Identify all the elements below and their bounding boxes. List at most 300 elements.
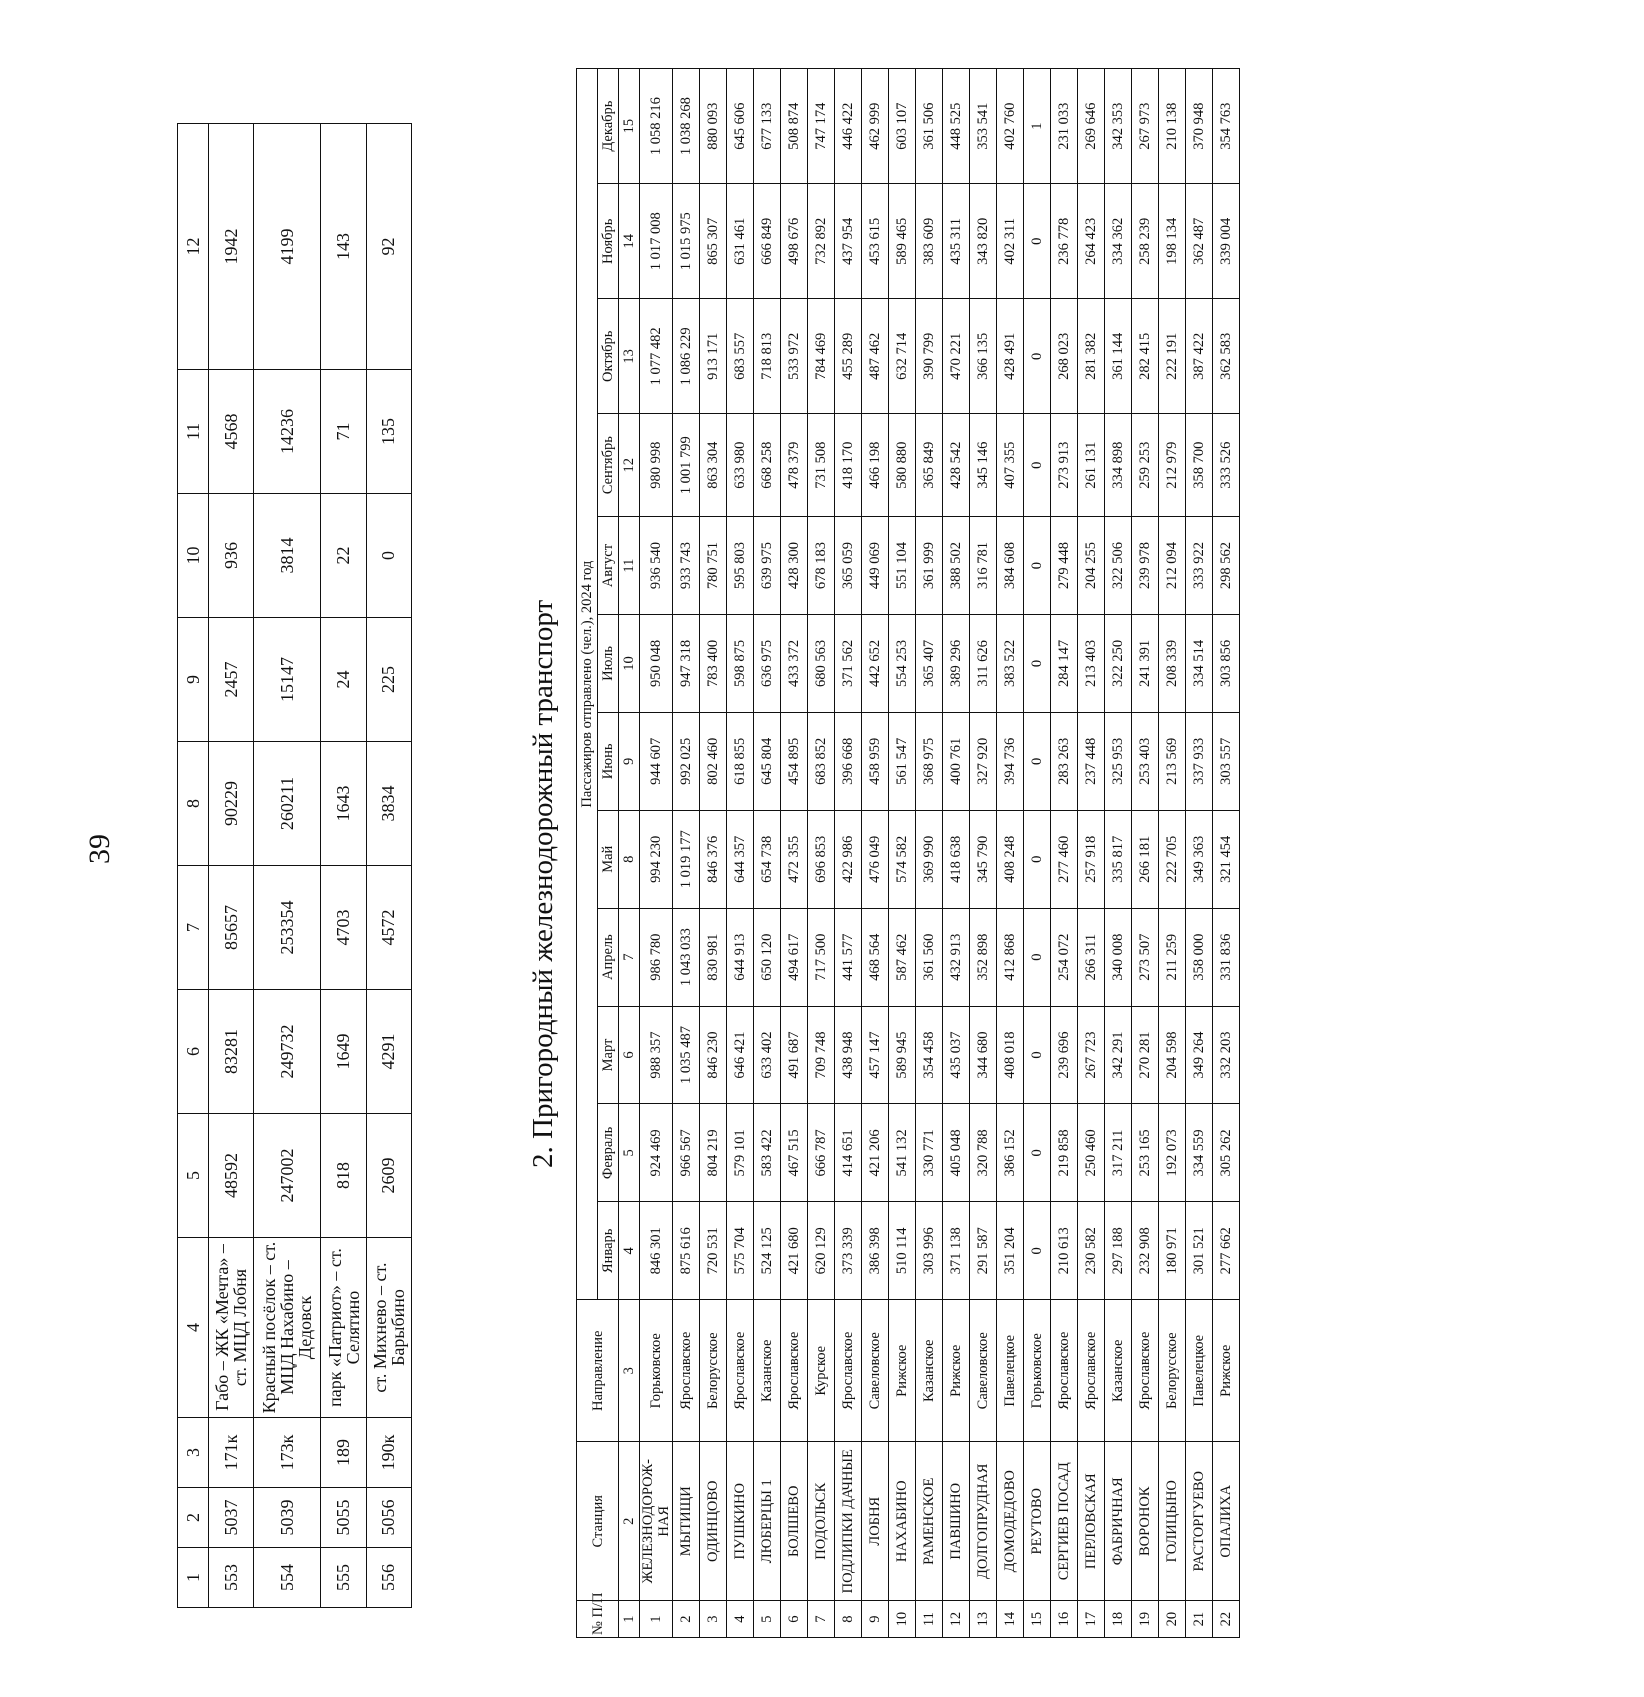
month-value-cell: 454 895 — [781, 712, 808, 810]
month-value-cell: 435 311 — [943, 184, 970, 299]
row-number-cell: 12 — [943, 1601, 970, 1638]
row-number-cell: 2 — [673, 1601, 700, 1638]
month-value-cell: 402 760 — [997, 69, 1024, 184]
month-value-cell: 598 875 — [727, 615, 754, 713]
month-value-cell: 353 541 — [970, 69, 997, 184]
month-value-cell: 366 135 — [970, 299, 997, 414]
header-station: Станция — [577, 1442, 619, 1601]
row-number-cell: 15 — [1024, 1601, 1051, 1638]
month-value-cell: 305 262 — [1213, 1104, 1240, 1202]
station-cell: ОПАЛИХА — [1213, 1442, 1240, 1601]
month-value-cell: 924 469 — [640, 1104, 673, 1202]
month-value-cell: 407 355 — [997, 414, 1024, 517]
month-value-cell: 457 147 — [862, 1006, 889, 1104]
month-value-cell: 950 048 — [640, 615, 673, 713]
month-value-cell: 219 858 — [1051, 1104, 1078, 1202]
month-value-cell: 580 880 — [889, 414, 916, 517]
month-value-cell: 368 975 — [916, 712, 943, 810]
month-value-cell: 198 134 — [1159, 184, 1186, 299]
month-value-cell: 373 339 — [835, 1202, 862, 1300]
table-row — [889, 69, 916, 1638]
month-value-cell: 446 422 — [835, 69, 862, 184]
month-value-cell: 494 617 — [781, 908, 808, 1006]
row-number-cell: 5 — [754, 1601, 781, 1638]
month-value-cell: 0 — [1024, 414, 1051, 517]
month-value-cell: 422 986 — [835, 810, 862, 908]
month-value-cell: 1 019 177 — [673, 810, 700, 908]
direction-cell: Казанское — [754, 1300, 781, 1442]
direction-cell: Курское — [808, 1300, 835, 1442]
month-value-cell: 455 289 — [835, 299, 862, 414]
month-value-cell: 717 500 — [808, 908, 835, 1006]
table-cell: 554 — [254, 1548, 321, 1608]
month-value-cell: 267 723 — [1078, 1006, 1105, 1104]
page-number: 39 — [83, 834, 116, 864]
table-cell: 4568 — [209, 370, 254, 494]
month-value-cell: 330 771 — [916, 1104, 943, 1202]
column-number-cell: 1 — [178, 1548, 209, 1608]
column-number-cell: 7 — [178, 866, 209, 990]
month-value-cell: 595 803 — [727, 517, 754, 615]
month-value-cell: 327 920 — [970, 712, 997, 810]
month-value-cell: 579 101 — [727, 1104, 754, 1202]
month-value-cell: 236 778 — [1051, 184, 1078, 299]
table-row — [754, 69, 781, 1638]
month-value-cell: 846 301 — [640, 1202, 673, 1300]
month-value-cell: 212 094 — [1159, 517, 1186, 615]
column-number-cell: 7 — [619, 908, 640, 1006]
month-value-cell: 362 583 — [1213, 299, 1240, 414]
month-value-cell: 253 403 — [1132, 712, 1159, 810]
direction-cell: Ярославское — [1132, 1300, 1159, 1442]
month-header: Июль — [598, 615, 619, 713]
month-value-cell: 266 311 — [1078, 908, 1105, 1006]
station-cell: МЫТИЩИ — [673, 1442, 700, 1601]
row-number-cell: 9 — [862, 1601, 889, 1638]
direction-cell: Белорусское — [1159, 1300, 1186, 1442]
table-cell: 4199 — [254, 124, 321, 370]
station-cell: ПОДЛИПКИ ДАЧНЫЕ — [835, 1442, 862, 1601]
month-value-cell: 433 372 — [781, 615, 808, 713]
month-value-cell: 575 704 — [727, 1202, 754, 1300]
month-value-cell: 408 018 — [997, 1006, 1024, 1104]
month-value-cell: 365 059 — [835, 517, 862, 615]
month-value-cell: 462 999 — [862, 69, 889, 184]
station-cell: ПАВШИНО — [943, 1442, 970, 1601]
month-value-cell: 311 626 — [970, 615, 997, 713]
month-value-cell: 0 — [1024, 517, 1051, 615]
month-value-cell: 298 562 — [1213, 517, 1240, 615]
month-value-cell: 639 975 — [754, 517, 781, 615]
table-row — [862, 69, 889, 1638]
station-cell: ЛЮБЕРЦЫ 1 — [754, 1442, 781, 1601]
month-value-cell: 371 562 — [835, 615, 862, 713]
month-value-cell: 1 043 033 — [673, 908, 700, 1006]
month-value-cell: 258 239 — [1132, 184, 1159, 299]
table-row — [1186, 69, 1213, 1638]
month-value-cell: 645 606 — [727, 69, 754, 184]
table-cell: 14236 — [254, 370, 321, 494]
month-value-cell: 1 058 216 — [640, 69, 673, 184]
month-value-cell: 980 998 — [640, 414, 673, 517]
month-value-cell: 1 — [1024, 69, 1051, 184]
table-row — [727, 69, 754, 1638]
table-cell: 5037 — [209, 1488, 254, 1548]
month-value-cell: 802 460 — [700, 712, 727, 810]
row-number-cell: 14 — [997, 1601, 1024, 1638]
month-header: Август — [598, 517, 619, 615]
table-row — [209, 124, 254, 1608]
month-value-cell: 334 559 — [1186, 1104, 1213, 1202]
table-cell: 90229 — [209, 742, 254, 866]
month-value-cell: 349 363 — [1186, 810, 1213, 908]
direction-cell: Павелецкое — [1186, 1300, 1213, 1442]
month-value-cell: 283 263 — [1051, 712, 1078, 810]
column-number-cell: 5 — [619, 1104, 640, 1202]
table-cell: 553 — [209, 1548, 254, 1608]
column-number-cell: 4 — [178, 1238, 209, 1418]
row-number-cell: 22 — [1213, 1601, 1240, 1638]
month-value-cell: 718 813 — [754, 299, 781, 414]
table-row — [700, 69, 727, 1638]
row-number-cell: 4 — [727, 1601, 754, 1638]
month-value-cell: 239 978 — [1132, 517, 1159, 615]
month-value-cell: 345 146 — [970, 414, 997, 517]
month-value-cell: 732 892 — [808, 184, 835, 299]
row-number-cell: 11 — [916, 1601, 943, 1638]
station-cell: ДОЛГОПРУДНАЯ — [970, 1442, 997, 1601]
month-value-cell: 668 258 — [754, 414, 781, 517]
month-value-cell: 992 025 — [673, 712, 700, 810]
month-value-cell: 362 487 — [1186, 184, 1213, 299]
month-value-cell: 210 138 — [1159, 69, 1186, 184]
month-value-cell: 731 508 — [808, 414, 835, 517]
station-cell: ФАБРИЧНАЯ — [1105, 1442, 1132, 1601]
month-value-cell: 644 913 — [727, 908, 754, 1006]
month-value-cell: 1 035 487 — [673, 1006, 700, 1104]
month-value-cell: 301 521 — [1186, 1202, 1213, 1300]
column-number-cell: 14 — [619, 184, 640, 299]
month-header: Сентябрь — [598, 414, 619, 517]
month-value-cell: 321 454 — [1213, 810, 1240, 908]
month-value-cell: 0 — [1024, 810, 1051, 908]
month-value-cell: 435 037 — [943, 1006, 970, 1104]
month-value-cell: 317 211 — [1105, 1104, 1132, 1202]
month-value-cell: 237 448 — [1078, 712, 1105, 810]
month-value-cell: 865 307 — [700, 184, 727, 299]
row-number-cell: 20 — [1159, 1601, 1186, 1638]
column-number-cell: 11 — [178, 370, 209, 494]
column-number-cell: 3 — [178, 1418, 209, 1488]
column-number-cell: 15 — [619, 69, 640, 184]
month-value-cell: 230 582 — [1078, 1202, 1105, 1300]
direction-cell: Казанское — [916, 1300, 943, 1442]
month-value-cell: 966 567 — [673, 1104, 700, 1202]
month-value-cell: 361 144 — [1105, 299, 1132, 414]
direction-cell: Казанское — [1105, 1300, 1132, 1442]
table-cell: 190к — [366, 1418, 411, 1488]
column-number-cell: 1 — [619, 1601, 640, 1638]
column-number-cell: 9 — [178, 618, 209, 742]
month-value-cell: 402 311 — [997, 184, 1024, 299]
month-value-cell: 994 230 — [640, 810, 673, 908]
row-number-cell: 16 — [1051, 1601, 1078, 1638]
table-row — [1105, 69, 1132, 1638]
route-name-cell: Красный посёлок – ст. МЦД Нахабино – Дедовск — [254, 1238, 321, 1418]
month-value-cell: 0 — [1024, 712, 1051, 810]
month-value-cell: 180 971 — [1159, 1202, 1186, 1300]
column-number-cell: 9 — [619, 712, 640, 810]
bus-routes-table — [177, 123, 412, 1608]
table-cell: 1942 — [209, 124, 254, 370]
month-value-cell: 297 188 — [1105, 1202, 1132, 1300]
table-header-row — [178, 124, 209, 1608]
column-numbers-row — [619, 69, 640, 1638]
month-value-cell: 541 132 — [889, 1104, 916, 1202]
month-value-cell: 358 000 — [1186, 908, 1213, 1006]
table-row — [943, 69, 970, 1638]
table-row — [916, 69, 943, 1638]
month-value-cell: 747 174 — [808, 69, 835, 184]
month-value-cell: 320 788 — [970, 1104, 997, 1202]
month-value-cell: 428 491 — [997, 299, 1024, 414]
direction-cell: Горьковское — [640, 1300, 673, 1442]
month-value-cell: 418 170 — [835, 414, 862, 517]
bus-routes-table-wrapper — [177, 124, 412, 1608]
row-number-cell: 8 — [835, 1601, 862, 1638]
month-value-cell: 0 — [1024, 184, 1051, 299]
table-cell: 135 — [366, 370, 411, 494]
table-cell: 253354 — [254, 866, 321, 990]
month-value-cell: 358 700 — [1186, 414, 1213, 517]
month-value-cell: 264 423 — [1078, 184, 1105, 299]
column-number-cell: 10 — [619, 615, 640, 713]
month-value-cell: 337 933 — [1186, 712, 1213, 810]
month-value-cell: 696 853 — [808, 810, 835, 908]
month-value-cell: 365 407 — [916, 615, 943, 713]
month-value-cell: 846 376 — [700, 810, 727, 908]
table-cell: 260211 — [254, 742, 321, 866]
table-cell: 247002 — [254, 1114, 321, 1238]
column-number-cell: 5 — [178, 1114, 209, 1238]
table-row — [254, 124, 321, 1608]
station-cell: СЕРГИЕВ ПОСАД — [1051, 1442, 1078, 1601]
month-value-cell: 213 569 — [1159, 712, 1186, 810]
table-cell: 556 — [366, 1548, 411, 1608]
row-number-cell: 6 — [781, 1601, 808, 1638]
month-value-cell: 636 975 — [754, 615, 781, 713]
month-header: Апрель — [598, 908, 619, 1006]
month-value-cell: 947 318 — [673, 615, 700, 713]
month-value-cell: 394 736 — [997, 712, 1024, 810]
station-cell: ДОМОДЕДОВО — [997, 1442, 1024, 1601]
column-number-cell: 12 — [178, 124, 209, 370]
column-number-cell: 13 — [619, 299, 640, 414]
month-value-cell: 589 465 — [889, 184, 916, 299]
month-value-cell: 284 147 — [1051, 615, 1078, 713]
month-value-cell: 631 461 — [727, 184, 754, 299]
month-header: Ноябрь — [598, 184, 619, 299]
month-value-cell: 361 560 — [916, 908, 943, 1006]
month-value-cell: 437 954 — [835, 184, 862, 299]
station-cell: ПУШКИНО — [727, 1442, 754, 1601]
direction-cell: Павелецкое — [997, 1300, 1024, 1442]
station-cell: РЕУТОВО — [1024, 1442, 1051, 1601]
month-value-cell: 428 300 — [781, 517, 808, 615]
header-direction: Направление — [577, 1300, 619, 1442]
month-value-cell: 303 856 — [1213, 615, 1240, 713]
direction-cell: Горьковское — [1024, 1300, 1051, 1442]
month-value-cell: 780 751 — [700, 517, 727, 615]
month-value-cell: 646 421 — [727, 1006, 754, 1104]
table-row — [1051, 69, 1078, 1638]
month-value-cell: 944 607 — [640, 712, 673, 810]
month-value-cell: 0 — [1024, 908, 1051, 1006]
route-name-cell: ст. Михнево – ст. Барыбино — [366, 1238, 411, 1418]
month-value-cell: 349 264 — [1186, 1006, 1213, 1104]
month-value-cell: 204 255 — [1078, 517, 1105, 615]
month-header: Январь — [598, 1202, 619, 1300]
month-value-cell: 210 613 — [1051, 1202, 1078, 1300]
month-value-cell: 412 868 — [997, 908, 1024, 1006]
rail-passengers-table — [576, 68, 1240, 1638]
month-value-cell: 345 790 — [970, 810, 997, 908]
table-row — [997, 69, 1024, 1638]
month-value-cell: 303 996 — [916, 1202, 943, 1300]
month-value-cell: 386 398 — [862, 1202, 889, 1300]
column-number-cell: 6 — [619, 1006, 640, 1104]
month-value-cell: 678 183 — [808, 517, 835, 615]
month-value-cell: 666 849 — [754, 184, 781, 299]
column-number-cell: 3 — [619, 1300, 640, 1442]
month-value-cell: 470 221 — [943, 299, 970, 414]
month-value-cell: 472 355 — [781, 810, 808, 908]
table-cell: 5039 — [254, 1488, 321, 1548]
month-value-cell: 666 787 — [808, 1104, 835, 1202]
month-value-cell: 863 304 — [700, 414, 727, 517]
month-value-cell: 333 922 — [1186, 517, 1213, 615]
station-cell: БОЛШЕВО — [781, 1442, 808, 1601]
month-value-cell: 491 687 — [781, 1006, 808, 1104]
month-value-cell: 650 120 — [754, 908, 781, 1006]
table-cell: 225 — [366, 618, 411, 742]
month-value-cell: 222 705 — [1159, 810, 1186, 908]
month-value-cell: 551 104 — [889, 517, 916, 615]
month-value-cell: 257 918 — [1078, 810, 1105, 908]
month-value-cell: 1 077 482 — [640, 299, 673, 414]
month-value-cell: 267 973 — [1132, 69, 1159, 184]
month-value-cell: 466 198 — [862, 414, 889, 517]
month-value-cell: 389 296 — [943, 615, 970, 713]
month-value-cell: 1 015 975 — [673, 184, 700, 299]
month-value-cell: 291 587 — [970, 1202, 997, 1300]
month-value-cell: 371 138 — [943, 1202, 970, 1300]
table-cell: 5056 — [366, 1488, 411, 1548]
month-value-cell: 1 086 229 — [673, 299, 700, 414]
table-cell: 1643 — [321, 742, 366, 866]
route-name-cell: Габо – ЖК «Мечта» – ст. МЦД Лобня — [209, 1238, 254, 1418]
table-cell: 173к — [254, 1418, 321, 1488]
table-cell: 85657 — [209, 866, 254, 990]
table-cell: 24 — [321, 618, 366, 742]
month-value-cell: 683 557 — [727, 299, 754, 414]
month-value-cell: 352 898 — [970, 908, 997, 1006]
month-value-cell: 421 680 — [781, 1202, 808, 1300]
table-row — [366, 124, 411, 1608]
table-cell: 15147 — [254, 618, 321, 742]
month-value-cell: 846 230 — [700, 1006, 727, 1104]
month-value-cell: 468 564 — [862, 908, 889, 1006]
month-value-cell: 213 403 — [1078, 615, 1105, 713]
month-value-cell: 386 152 — [997, 1104, 1024, 1202]
rail-section-wrapper — [510, 68, 1644, 1638]
month-value-cell: 239 696 — [1051, 1006, 1078, 1104]
month-value-cell: 282 415 — [1132, 299, 1159, 414]
month-value-cell: 936 540 — [640, 517, 673, 615]
month-value-cell: 583 422 — [754, 1104, 781, 1202]
month-value-cell: 0 — [1024, 1006, 1051, 1104]
table-row — [1213, 69, 1240, 1638]
month-value-cell: 325 953 — [1105, 712, 1132, 810]
month-value-cell: 396 668 — [835, 712, 862, 810]
month-value-cell: 783 400 — [700, 615, 727, 713]
month-value-cell: 1 017 008 — [640, 184, 673, 299]
month-value-cell: 432 913 — [943, 908, 970, 1006]
month-value-cell: 339 004 — [1213, 184, 1240, 299]
month-value-cell: 804 219 — [700, 1104, 727, 1202]
month-value-cell: 192 073 — [1159, 1104, 1186, 1202]
section-title: 2. Пригородный железнодорожный транспорт — [527, 599, 559, 1168]
month-value-cell: 448 525 — [943, 69, 970, 184]
month-header: Февраль — [598, 1104, 619, 1202]
month-value-cell: 342 353 — [1105, 69, 1132, 184]
month-value-cell: 913 171 — [700, 299, 727, 414]
table-cell: 2609 — [366, 1114, 411, 1238]
month-value-cell: 361 999 — [916, 517, 943, 615]
month-value-cell: 986 780 — [640, 908, 673, 1006]
month-value-cell: 633 980 — [727, 414, 754, 517]
table-row — [640, 69, 673, 1638]
table-cell: 83281 — [209, 990, 254, 1114]
month-value-cell: 418 638 — [943, 810, 970, 908]
month-value-cell: 709 748 — [808, 1006, 835, 1104]
month-value-cell: 334 898 — [1105, 414, 1132, 517]
month-value-cell: 498 676 — [781, 184, 808, 299]
month-value-cell: 1 001 799 — [673, 414, 700, 517]
month-value-cell: 408 248 — [997, 810, 1024, 908]
month-value-cell: 354 763 — [1213, 69, 1240, 184]
month-value-cell: 387 422 — [1186, 299, 1213, 414]
month-value-cell: 442 652 — [862, 615, 889, 713]
month-value-cell: 334 514 — [1186, 615, 1213, 713]
month-value-cell: 332 203 — [1213, 1006, 1240, 1104]
month-value-cell: 680 563 — [808, 615, 835, 713]
month-value-cell: 574 582 — [889, 810, 916, 908]
table-row — [1078, 69, 1105, 1638]
table-cell: 555 — [321, 1548, 366, 1608]
column-number-cell: 12 — [619, 414, 640, 517]
row-number-cell: 7 — [808, 1601, 835, 1638]
month-value-cell: 250 460 — [1078, 1104, 1105, 1202]
month-value-cell: 1 038 268 — [673, 69, 700, 184]
direction-cell: Белорусское — [700, 1300, 727, 1442]
table-cell: 818 — [321, 1114, 366, 1238]
month-value-cell: 400 761 — [943, 712, 970, 810]
month-value-cell: 677 133 — [754, 69, 781, 184]
table-cell: 2457 — [209, 618, 254, 742]
month-value-cell: 0 — [1024, 615, 1051, 713]
month-value-cell: 438 948 — [835, 1006, 862, 1104]
